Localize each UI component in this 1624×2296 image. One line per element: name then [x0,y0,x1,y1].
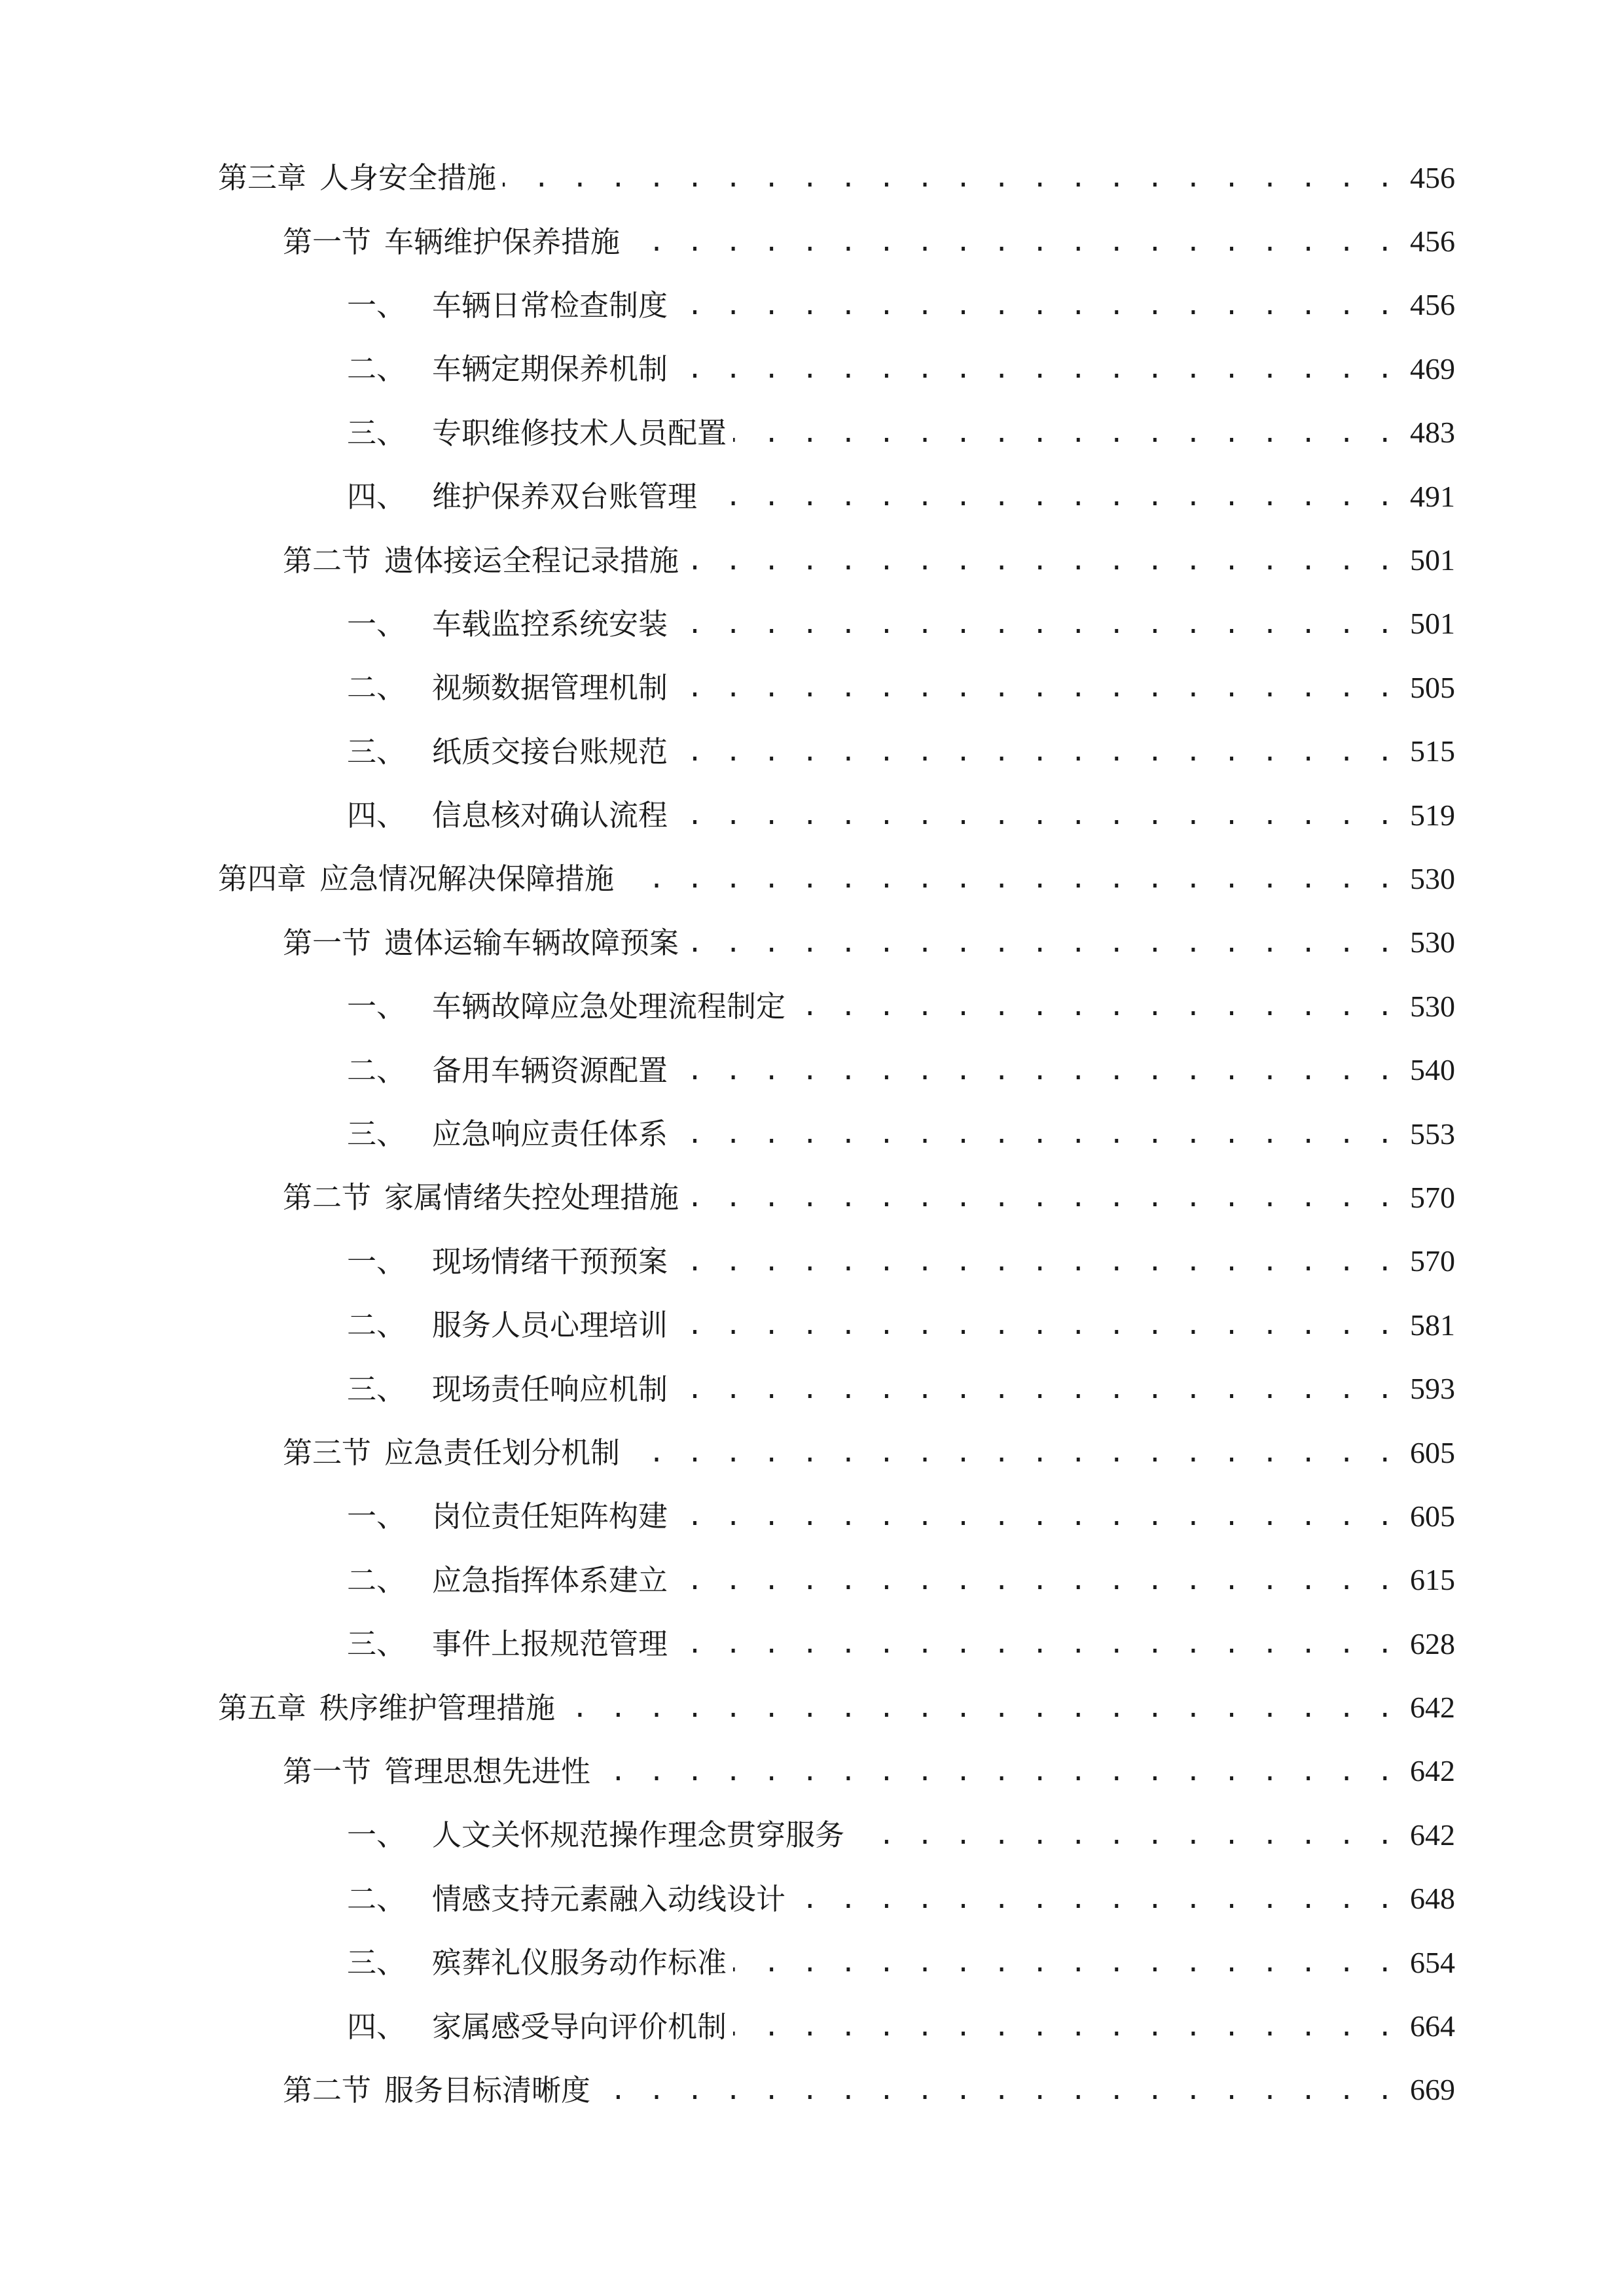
toc-entry-title: 服务人员心理培训 [432,1308,668,1343]
toc-entry-title: 现场情绪干预预案 [432,1244,668,1279]
toc-entry[interactable] [0,528,1624,592]
toc-entry-label: 第一节 [283,1753,372,1789]
toc-entry-label: 三、 [347,734,406,769]
toc-entry-title: 应急响应责任体系 [432,1117,668,1152]
toc-entry-page: 648 [1410,1882,1455,1916]
dot-leader [674,1566,1396,1595]
toc-entry-label: 三、 [347,1945,406,1981]
dot-leader [674,1310,1396,1340]
toc-entry-page: 642 [1410,1818,1455,1852]
toc-entry-label: 三、 [347,1371,406,1407]
toc-entry[interactable] [0,592,1624,656]
dot-leader [674,1056,1396,1085]
toc-entry-page: 519 [1410,798,1455,832]
dot-leader [503,163,1396,192]
dot-leader [674,737,1396,766]
toc-entry-label: 第一节 [283,925,372,960]
toc-entry-page: 530 [1410,861,1455,895]
dot-leader [674,1247,1396,1276]
toc-entry[interactable] [0,1293,1624,1357]
toc-entry[interactable] [0,209,1624,273]
toc-entry-title: 车辆日常检查制度 [432,287,668,323]
dot-leader [674,1374,1396,1404]
toc-entry-label: 一、 [347,606,406,641]
dot-leader [597,2075,1396,2105]
dot-leader [685,1183,1396,1212]
toc-entry-label: 第三章 [218,160,307,196]
toc-entry-page: 501 [1410,607,1455,641]
toc-entry-page: 469 [1410,351,1455,386]
toc-entry-label: 三、 [347,1117,406,1152]
toc-entry-title: 家属情绪失控处理措施 [384,1180,679,1215]
toc-entry-label: 第五章 [218,1690,307,1725]
toc-entry-page: 593 [1410,1372,1455,1406]
toc-entry-title: 人文关怀规范操作理念贯穿服务 [432,1818,845,1853]
toc-entry[interactable] [0,1740,1624,1803]
toc-entry-label: 四、 [347,798,406,833]
toc-entry[interactable] [0,337,1624,401]
toc-entry[interactable] [0,847,1624,910]
toc-entry-title: 情感支持元素融入动线设计 [432,1881,786,1916]
toc-entry[interactable] [0,1484,1624,1548]
dot-leader [685,546,1396,575]
toc-entry-label: 二、 [347,670,406,706]
dot-leader [851,1820,1396,1850]
dot-leader [733,418,1396,448]
toc-entry[interactable] [0,1357,1624,1420]
toc-entry-title: 视频数据管理机制 [432,670,668,706]
toc-entry-page: 491 [1410,479,1455,513]
dot-leader [674,800,1396,830]
toc-entry-page: 664 [1410,2009,1455,2043]
toc-entry-title: 秩序维护管理措施 [319,1690,556,1725]
toc-entry-page: 515 [1410,734,1455,768]
toc-entry-label: 一、 [347,989,406,1024]
toc-entry[interactable] [0,1931,1624,1994]
toc-entry-title: 车辆定期保养机制 [432,351,668,387]
dot-leader [704,482,1396,511]
toc-entry-title: 信息核对确认流程 [432,798,668,833]
toc-entry-title: 遗体接运全程记录措施 [384,543,679,578]
toc-entry-label: 第四章 [218,861,307,897]
toc-entry[interactable] [0,911,1624,975]
toc-entry-label: 三、 [347,1626,406,1662]
dot-leader [621,864,1396,893]
toc-entry-title: 纸质交接台账规范 [432,734,668,769]
toc-entry[interactable] [0,1166,1624,1229]
toc-entry[interactable] [0,1676,1624,1739]
table-of-contents [0,146,1624,2122]
toc-entry-page: 642 [1410,1754,1455,1788]
toc-entry-title: 殡葬礼仪服务动作标准 [432,1945,727,1981]
toc-entry-page: 540 [1410,1053,1455,1087]
toc-entry-page: 456 [1410,288,1455,322]
toc-entry[interactable] [0,1421,1624,1484]
dot-leader [674,1501,1396,1531]
toc-entry-label: 第二节 [283,2072,372,2108]
toc-entry[interactable] [0,1612,1624,1676]
dot-leader [674,354,1396,384]
toc-entry-page: 483 [1410,416,1455,450]
toc-entry-title: 人身安全措施 [319,160,497,196]
toc-entry[interactable] [0,1102,1624,1166]
toc-entry-page: 628 [1410,1626,1455,1660]
toc-entry[interactable] [0,465,1624,528]
toc-entry[interactable] [0,401,1624,465]
toc-entry[interactable] [0,1549,1624,1612]
toc-entry-label: 四、 [347,2009,406,2044]
toc-entry-page: 530 [1410,989,1455,1023]
toc-entry-title: 事件上报规范管理 [432,1626,668,1662]
toc-entry-page: 456 [1410,224,1455,259]
toc-entry[interactable] [0,783,1624,847]
toc-entry-label: 第一节 [283,224,372,259]
toc-entry-label: 一、 [347,1499,406,1534]
toc-entry[interactable] [0,656,1624,719]
toc-entry-title: 遗体运输车辆故障预案 [384,925,679,960]
toc-entry[interactable] [0,1230,1624,1293]
toc-entry-page: 581 [1410,1308,1455,1342]
dot-leader [733,1948,1396,1977]
toc-entry-label: 二、 [347,1308,406,1343]
toc-entry-page: 605 [1410,1435,1455,1469]
toc-entry[interactable] [0,720,1624,783]
toc-entry-label: 四、 [347,479,406,514]
toc-entry[interactable] [0,1994,1624,2058]
toc-entry[interactable] [0,1038,1624,1102]
toc-entry-page: 654 [1410,1945,1455,1979]
toc-entry-title: 维护保养双台账管理 [432,479,698,514]
toc-entry-page: 530 [1410,925,1455,960]
toc-entry-label: 三、 [347,415,406,450]
toc-entry-title: 服务目标清晰度 [384,2072,591,2108]
toc-entry-page: 605 [1410,1499,1455,1533]
toc-entry-title: 备用车辆资源配置 [432,1052,668,1088]
toc-entry-page: 642 [1410,1691,1455,1725]
toc-entry-title: 应急情况解决保障措施 [319,861,615,897]
toc-entry[interactable] [0,975,1624,1038]
toc-entry-title: 车辆维护保养措施 [384,224,621,259]
toc-entry-label: 二、 [347,1052,406,1088]
dot-leader [562,1693,1396,1723]
dot-leader [674,673,1396,702]
toc-entry-label: 二、 [347,351,406,387]
dot-leader [674,1119,1396,1149]
toc-entry-label: 一、 [347,1244,406,1279]
toc-entry-title: 专职维修技术人员配置 [432,415,727,450]
toc-entry[interactable] [0,1867,1624,1931]
toc-entry-page: 456 [1410,160,1455,194]
toc-entry-title: 应急指挥体系建立 [432,1562,668,1598]
toc-entry-title: 家属感受导向评价机制 [432,2009,727,2044]
dot-leader [674,291,1396,320]
toc-entry-page: 570 [1410,1244,1455,1278]
dot-leader [674,609,1396,639]
toc-entry-page: 669 [1410,2073,1455,2107]
toc-entry[interactable] [0,1803,1624,1867]
toc-entry-page: 505 [1410,670,1455,704]
toc-entry-label: 第二节 [283,543,372,578]
toc-entry-title: 车载监控系统安装 [432,606,668,641]
toc-entry-label: 一、 [347,1818,406,1853]
dot-leader [733,2012,1396,2041]
dot-leader [792,1884,1396,1914]
dot-leader [674,1629,1396,1659]
toc-entry-page: 553 [1410,1117,1455,1151]
toc-entry-title: 现场责任响应机制 [432,1371,668,1407]
toc-entry-label: 二、 [347,1562,406,1598]
toc-entry-label: 二、 [347,1881,406,1916]
toc-entry-page: 570 [1410,1180,1455,1214]
dot-leader [685,928,1396,958]
toc-entry-page: 615 [1410,1563,1455,1597]
toc-entry-label: 第三节 [283,1435,372,1470]
dot-leader [626,1438,1396,1467]
dot-leader [792,992,1396,1021]
toc-entry-title: 岗位责任矩阵构建 [432,1499,668,1534]
toc-entry-label: 一、 [347,287,406,323]
dot-leader [626,227,1396,257]
toc-entry[interactable] [0,2058,1624,2122]
toc-entry-title: 管理思想先进性 [384,1753,591,1789]
toc-entry-title: 车辆故障应急处理流程制定 [432,989,786,1024]
toc-entry[interactable] [0,274,1624,337]
toc-entry-page: 501 [1410,543,1455,577]
toc-entry[interactable] [0,146,1624,209]
toc-entry-title: 应急责任划分机制 [384,1435,621,1470]
dot-leader [597,1757,1396,1786]
toc-entry-label: 第二节 [283,1180,372,1215]
